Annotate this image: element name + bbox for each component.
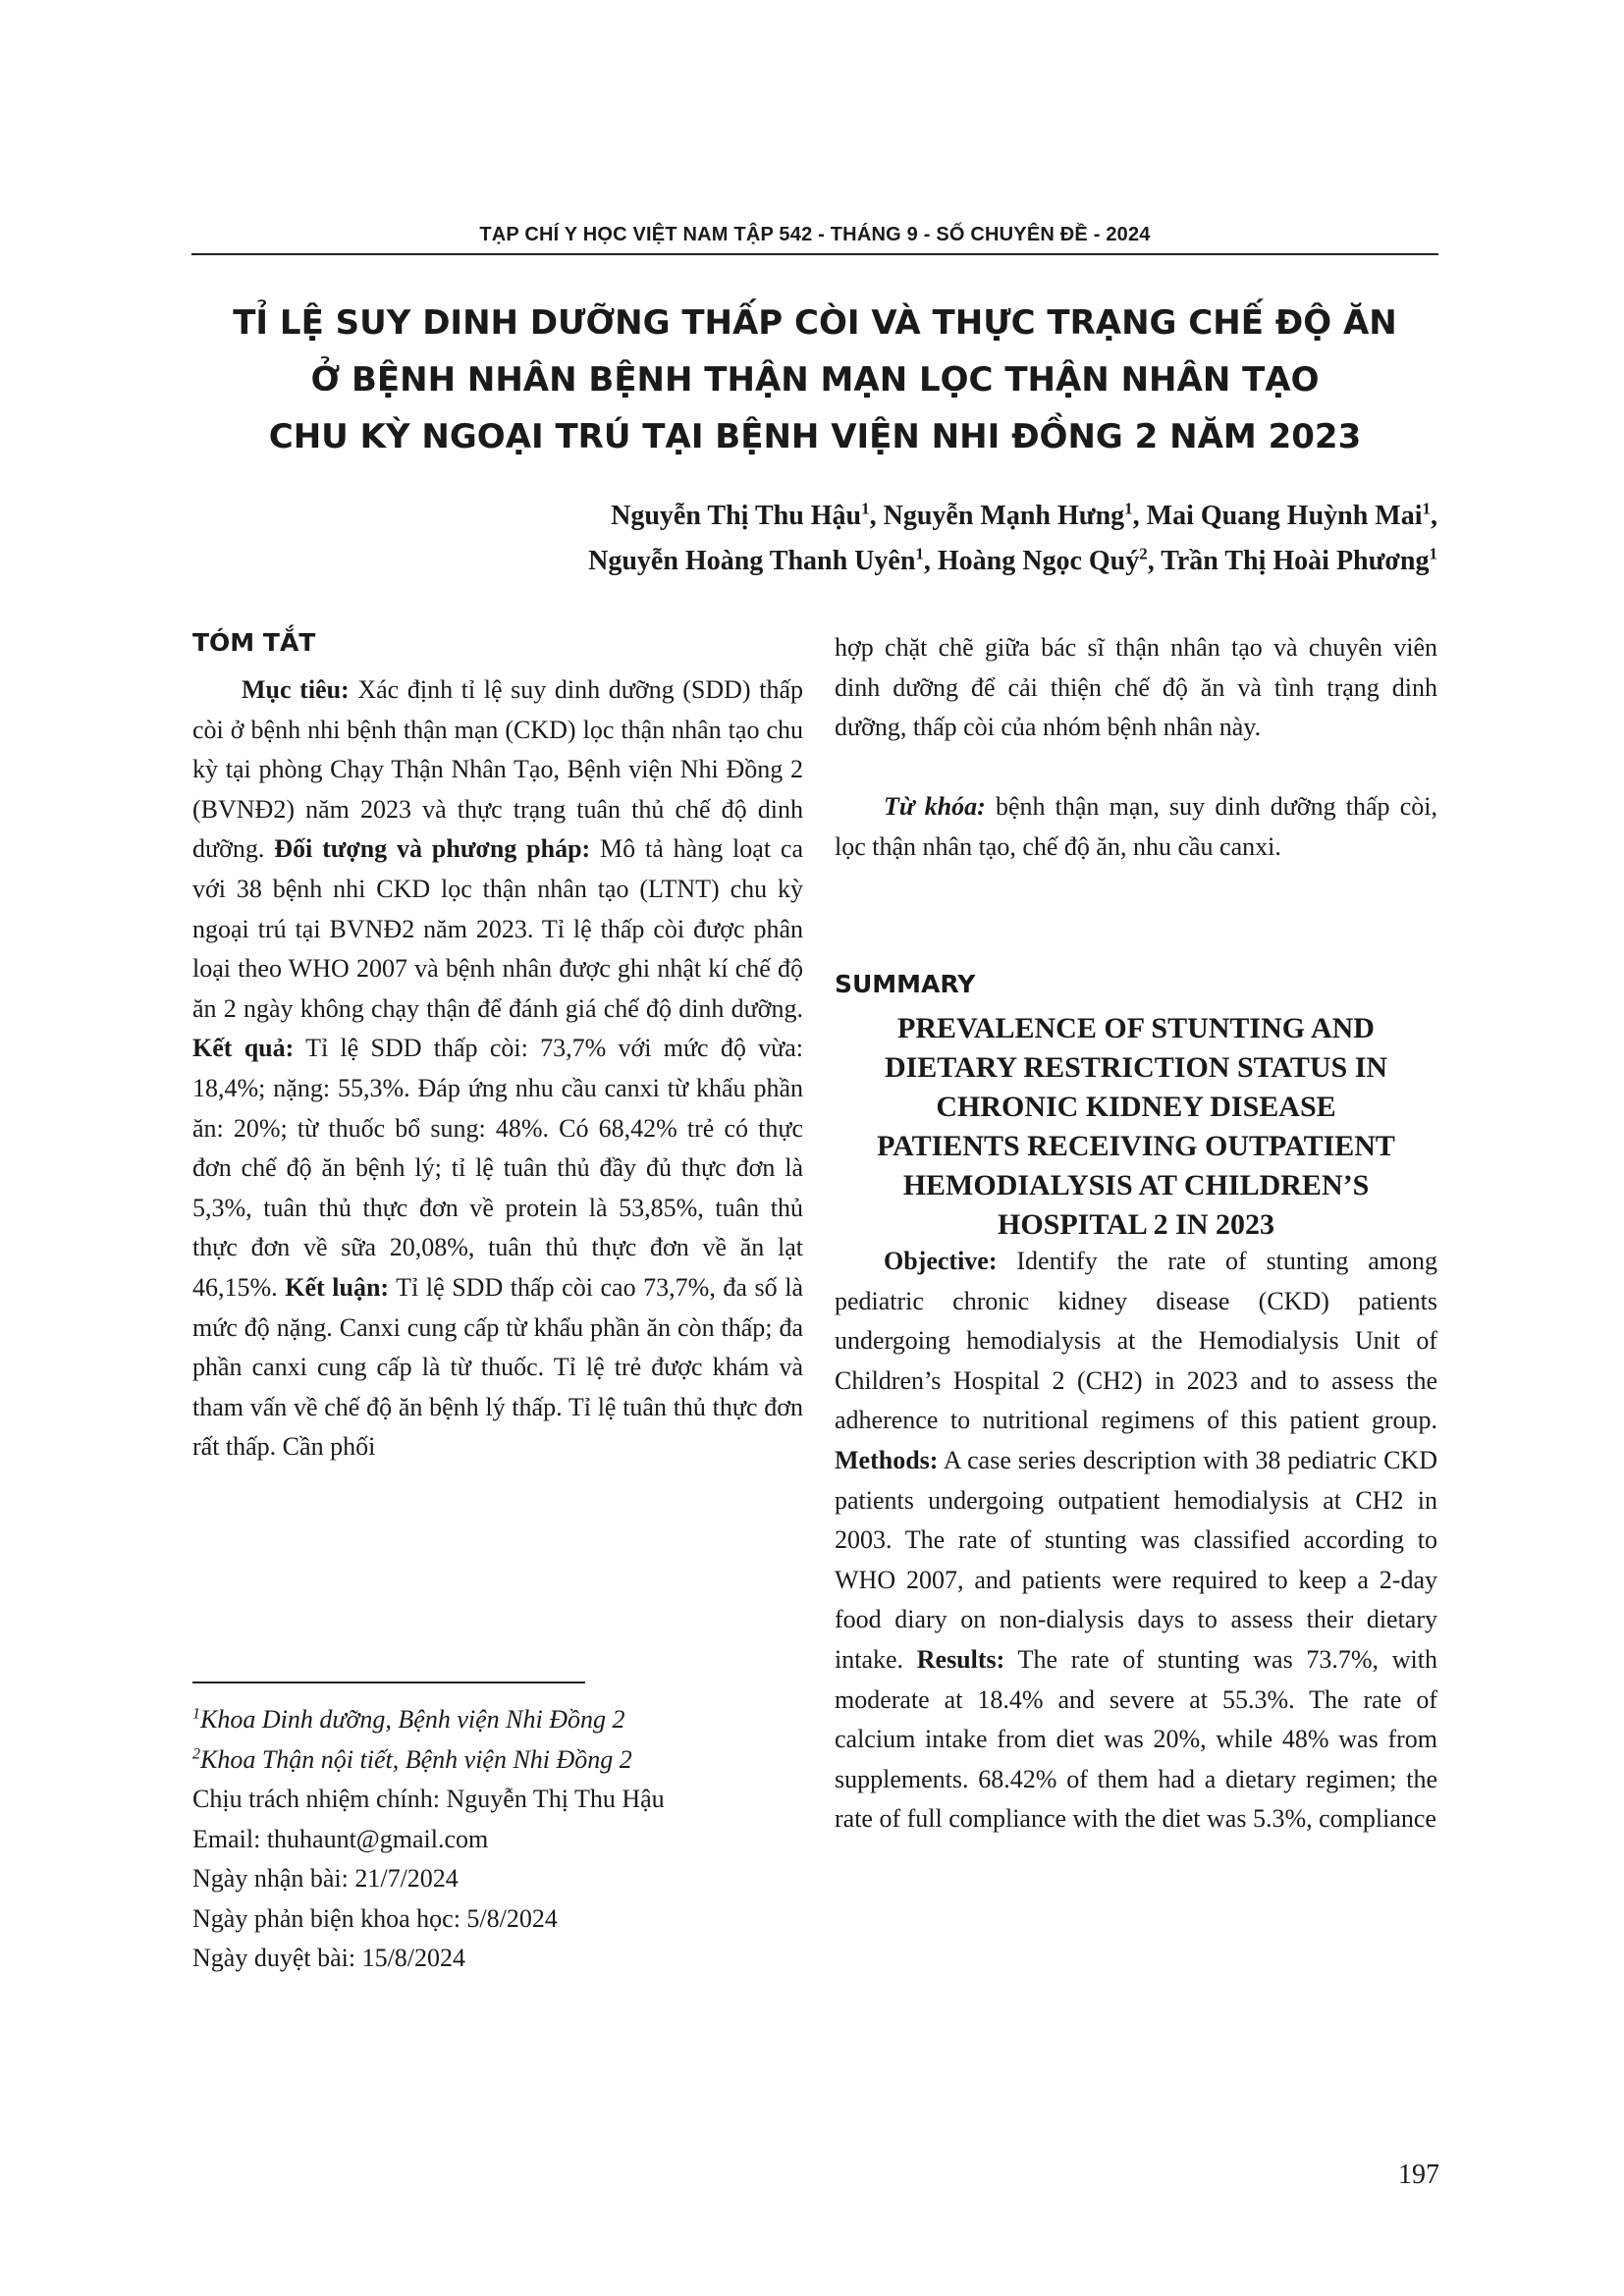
affiliation-2 [192,1740,803,1781]
results-label: Kết quả: [192,1034,295,1063]
affiliation-mark: 1 [1124,499,1133,518]
page-number: 197 [1398,2160,1439,2190]
affiliation-mark: 1 [1422,499,1431,518]
abstract-vi [192,670,803,1468]
accepted-date: Ngày duyệt bài: 15/8/2024 [192,1944,466,1972]
english-title [835,1009,1437,1245]
email: Email: thuhaunt@gmail.com [192,1824,489,1853]
affiliation-mark: 1 [1429,544,1437,563]
author-separator: , [923,546,938,576]
received-date: Ngày nhận bài: 21/7/2024 [192,1864,459,1893]
methods-label: Đối tượng và phương pháp: [274,834,591,864]
review-date: Ngày phản biện khoa học: 5/8/2024 [192,1903,558,1933]
author-name: Hoàng Ngọc Quý [937,546,1140,576]
author-line [588,539,1437,584]
author-name: Nguyễn Thị Thu Hậu [611,501,862,531]
conclusion-text: Tỉ lệ SDD thấp còi cao 73,7%, đa số là mức độ nặng. Canxi cung cấp từ khẩu phần ăn còn thấp; đa phần canxi cung cấp là từ thuốc. Tỉ lệ trẻ được khám và tham vấn về chế độ ăn bệnh lý thấp. Tỉ lệ tuân thủ thực đơn rất thấp. Cần phối [192,1272,803,1462]
keywords-text: bệnh thận mạn, suy dinh dưỡng thấp còi, lọc thận nhân tạo, chế độ ăn, nhu cầu canxi. [835,792,1438,861]
results-text: Tỉ lệ SDD thấp còi: 73,7% với mức độ vừa: 18,4%; nặng: 55,3%. Đáp ứng nhu cầu canxi từ khẩu phần ăn: 20%; từ thuốc bổ sung: 48%. Có 68,42% trẻ có thực đơn chế độ ăn bệnh lý; tỉ lệ tuân thủ đầy đủ thực đơn là 5,3%, tuân thủ thực đơn về protein là 53,85%, tuân thủ thực đơn về sữa 20,08%, tuân thủ thực đơn về ăn lạt 46,15%. [192,1034,803,1302]
objective-label-en: Objective: [884,1247,998,1275]
title-line: TỈ LỆ SUY DINH DƯỠNG THẤP CÒI VÀ THỰC TRẠNG CHẾ ĐỘ ĂN [233,303,1397,343]
affiliation-mark: 2 [1139,544,1148,563]
objective-text: Xác định tỉ lệ suy dinh dưỡng (SDD) thấp còi ở bệnh nhi bệnh thận mạn (CKD) lọc thận nhân tạo chu kỳ tại phòng Chạy Thận Nhân Tạo, Bệnh viện Nhi Đồng 2 (BVNĐ2) năm 2023 và thực trạng tuân thủ chế độ dinh dưỡng. [192,675,803,864]
author-separator: , [1431,501,1437,531]
methods-text-en: A case series description with 38 pediatric CKD patients undergoing outpatient hemodialysis at CH2 in 2003. The rate of stunting was classified according to WHO 2007, and patients were required to keep a 2-day food diary on non-dialysis days to assess their dietary intake. [835,1445,1437,1674]
running-head: TẠP CHÍ Y HỌC VIỆT NAM TẬP 542 - THÁNG 9 - SỐ CHUYÊN ĐỀ - 2024 [479,224,1151,245]
abstract-paragraph [192,670,803,1468]
affiliation-1 [192,1700,803,1740]
footnote-mark: 2 [192,1744,200,1762]
title-line: CHU KỲ NGOẠI TRÚ TẠI BỆNH VIỆN NHI ĐỒNG 2 NĂM 2023 [268,417,1362,456]
author-separator: , [869,501,884,531]
author-separator: , [1147,546,1162,576]
footnote-mark: 1 [192,1705,200,1723]
affiliation-text: Khoa Dinh dưỡng, Bệnh viện Nhi Đồng 2 [200,1705,625,1734]
results-text-en: The rate of stunting was 73.7%, with moderate at 18.4% and severe at 55.3%. The rate of calcium intake from diet was 20%, while 48% was from supplements. 68.42% of them had a dietary regimen; the rate of full compliance with the diet was 5.3%, compliance [835,1644,1437,1834]
english-title-line: CHRONIC KIDNEY DISEASE [936,1091,1336,1123]
article-title [191,294,1438,465]
summary-paragraph [835,1242,1437,1840]
abstract-heading: TÓM TẮT [192,628,316,657]
author-name: Nguyễn Hoàng Thanh Uyên [588,546,916,576]
keywords-label: Từ khóa: [884,792,986,821]
conclusion-label: Kết luận: [285,1272,390,1302]
methods-label-en: Methods: [835,1445,939,1474]
results-label-en: Results: [916,1644,1005,1674]
english-title-line: HEMODIALYSIS AT CHILDREN’S [902,1169,1370,1201]
header-rule [191,253,1438,255]
methods-text: Mô tả hàng loạt ca với 38 bệnh nhi CKD lọc thận nhân tạo (LTNT) chu kỳ ngoại trú tại BVNĐ2 năm 2023. Tỉ lệ thấp còi được phân loại theo WHO 2007 và bệnh nhân được ghi nhật kí chế độ ăn 2 ngày không chạy thận để đánh giá chế độ dinh dưỡng. [192,834,803,1023]
title-line: Ở BỆNH NHÂN BỆNH THẬN MẠN LỌC THẬN NHÂN TẠO [310,360,1320,400]
english-title-line: HOSPITAL 2 IN 2023 [998,1208,1274,1241]
objective-label: Mục tiêu: [242,675,350,704]
keywords-vi [835,787,1437,867]
author-name: Nguyễn Mạnh Hưng [883,501,1125,531]
author-line [588,494,1437,539]
author-list [588,494,1437,584]
author-name: Trần Thị Hoài Phương [1161,546,1430,576]
english-title-line: PATIENTS RECEIVING OUTPATIENT [877,1130,1395,1162]
affiliation-mark: 1 [915,544,924,563]
english-title-line: DIETARY RESTRICTION STATUS IN [884,1051,1388,1084]
summary-heading: SUMMARY [835,970,976,998]
affiliation-text: Khoa Thận nội tiết, Bệnh viện Nhi Đồng 2 [200,1744,632,1774]
affiliation-mark: 1 [861,499,870,518]
conclusion-continued: hợp chặt chẽ giữa bác sĩ thận nhân tạo và chuyên viên dinh dưỡng để cải thiện chế độ ăn và tình trạng dinh dưỡng, thấp còi của nhóm bệnh nhân này. [835,633,1437,742]
footnote-rule [192,1682,585,1683]
summary-en [835,1242,1437,1840]
author-name: Mai Quang Huỳnh Mai [1146,501,1423,531]
objective-text-en: Identify the rate of stunting among pediatric chronic kidney disease (CKD) patients undergoing hemodialysis at the Hemodialysis Unit of Children’s Hospital 2 (CH2) in 2023 and to assess the adherence to nutritional regimens of this patient group. [835,1247,1437,1435]
keywords-paragraph [835,787,1437,867]
corresponding-author: Chịu trách nhiệm chính: Nguyễn Thị Thu Hậu [192,1785,665,1813]
footnotes [192,1700,803,1979]
english-title-line: PREVALENCE OF STUNTING AND [897,1012,1375,1044]
abstract-vi-continued [835,628,1437,748]
author-separator: , [1132,501,1147,531]
